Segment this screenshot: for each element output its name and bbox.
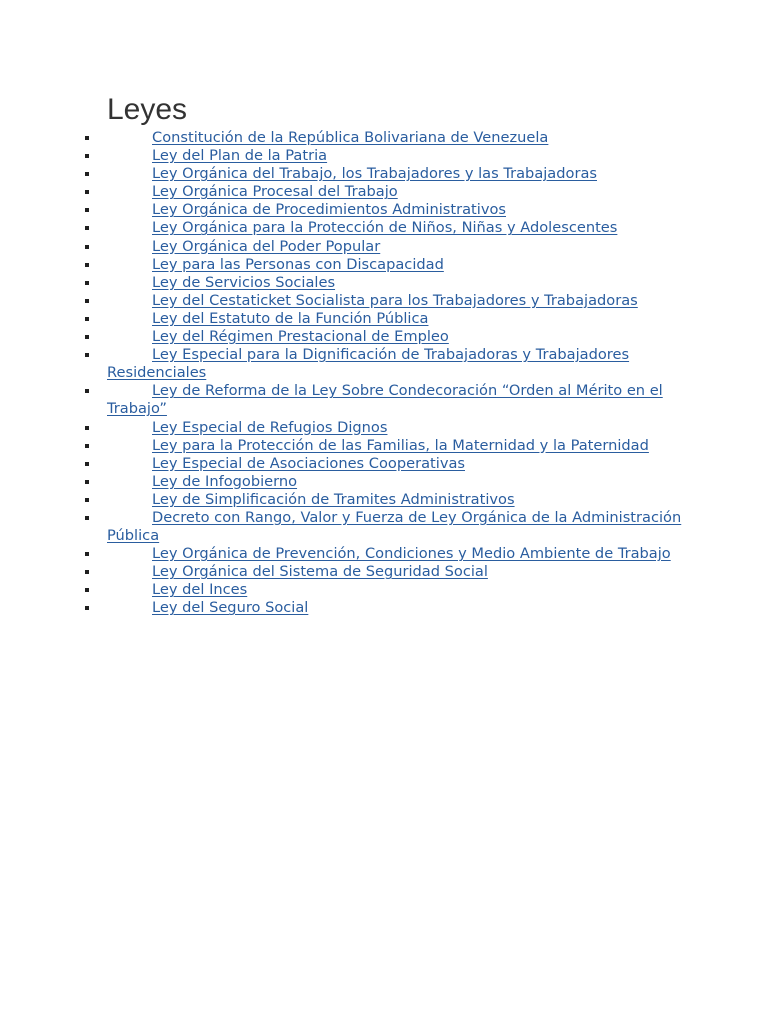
law-list-item [84,183,684,201]
law-link[interactable] [107,256,444,273]
law-link-text: Constitución de la República Bolivariana de Venezuela [152,129,549,146]
square-bullet-icon [85,226,89,230]
law-list-item [84,473,684,491]
law-link-text: Ley del Seguro Social [152,599,309,617]
law-link[interactable] [107,509,681,544]
law-link-text: Ley Orgánica de Procedimientos Administrativos [152,201,506,219]
law-link-text: Ley para las Personas con Discapacidad [152,255,444,273]
law-link[interactable] [107,545,671,562]
law-link[interactable] [107,455,465,472]
square-bullet-icon [85,462,89,466]
law-list-item [84,599,684,617]
law-link[interactable] [107,183,398,200]
law-link[interactable] [107,310,428,327]
law-list-item [84,382,684,418]
law-link-text: Ley del Estatuto de la Función Pública [152,309,429,327]
law-link-text: Ley Orgánica de Prevención, Condiciones y Medio Ambiente de Trabajo [152,545,671,563]
square-bullet-icon [85,263,89,267]
law-link[interactable] [107,419,387,436]
square-bullet-icon [85,190,89,194]
law-link-text: Ley para la Protección de las Familias, la Maternidad y la Paternidad [152,436,649,454]
page-title: Leyes [107,93,188,126]
square-bullet-icon [85,389,89,393]
law-link-text: Ley del Régimen Prestacional de Empleo [152,328,449,346]
law-list-item [84,219,684,237]
law-link[interactable] [107,346,629,381]
law-link-text: Ley del Inces [152,581,248,599]
law-list-item [84,581,684,599]
law-link-text: Ley Orgánica del Trabajo, los Trabajadores y las Trabajadoras [152,165,597,183]
law-list-item [84,328,684,346]
law-link-text: Ley Orgánica para la Protección de Niños, Niñas y Adolescentes [152,219,618,237]
square-bullet-icon [85,172,89,176]
law-link-text: Ley del Plan de la Patria [152,147,328,165]
law-link-text: Ley Orgánica del Sistema de Seguridad Social [152,563,488,581]
law-link[interactable] [107,219,617,236]
square-bullet-icon [85,444,89,448]
law-list [84,129,684,618]
law-link-text: Decreto con Rango, Valor y Fuerza de Ley Orgánica de la Administración Pública [107,508,682,545]
square-bullet-icon [85,588,89,592]
square-bullet-icon [85,317,89,321]
law-link-text: Ley de Reforma de la Ley Sobre Condecoración “Orden al Mérito en el Trabajo” [107,382,663,418]
law-link-text: Ley Especial para la Dignificación de Trabajadoras y Trabajadores Residenciales [107,346,630,382]
square-bullet-icon [85,498,89,502]
square-bullet-icon [85,335,89,339]
square-bullet-icon [85,606,89,610]
law-list-item [84,129,684,147]
law-list-item [84,165,684,183]
square-bullet-icon [85,208,89,212]
law-list-item [84,310,684,328]
square-bullet-icon [85,353,89,357]
law-list-item [84,455,684,473]
law-link[interactable] [107,382,663,417]
law-link[interactable] [107,201,506,218]
law-link-text: Ley Especial de Asociaciones Cooperativas [152,454,465,472]
law-link[interactable] [107,328,449,345]
law-list-item [84,509,684,545]
law-list-item [84,201,684,219]
law-link[interactable] [107,292,638,309]
law-link-text: Ley Especial de Refugios Dignos [152,418,388,436]
square-bullet-icon [85,281,89,285]
law-link[interactable] [107,274,335,291]
law-link[interactable] [107,147,327,164]
law-link[interactable] [107,437,649,454]
square-bullet-icon [85,154,89,158]
law-list-item [84,545,684,563]
law-link[interactable] [107,129,548,146]
law-link-text: Ley de Servicios Sociales [152,273,336,291]
law-list-item [84,563,684,581]
law-link[interactable] [107,238,380,255]
square-bullet-icon [85,136,89,140]
law-link[interactable] [107,491,515,508]
law-link[interactable] [107,581,247,598]
law-list-item [84,346,684,382]
law-list-item [84,256,684,274]
square-bullet-icon [85,570,89,574]
law-list-item [84,437,684,455]
law-list-item [84,491,684,509]
law-link[interactable] [107,563,488,580]
law-list-item [84,419,684,437]
law-link-text: Ley Orgánica del Poder Popular [152,237,381,255]
law-link[interactable] [107,473,297,490]
law-link-text: Ley de Simplificación de Tramites Administrativos [152,490,515,508]
square-bullet-icon [85,245,89,249]
law-link-text: Ley de Infogobierno [152,472,298,490]
law-link-text: Ley del Cestaticket Socialista para los Trabajadores y Trabajadoras [152,291,638,309]
square-bullet-icon [85,299,89,303]
law-list-item [84,147,684,165]
square-bullet-icon [85,426,89,430]
square-bullet-icon [85,480,89,484]
law-link[interactable] [107,599,308,616]
law-list-item [84,292,684,310]
square-bullet-icon [85,552,89,556]
law-list-item [84,238,684,256]
law-link-text: Ley Orgánica Procesal del Trabajo [152,183,398,201]
law-list-item [84,274,684,292]
law-link[interactable] [107,165,597,182]
square-bullet-icon [85,516,89,520]
